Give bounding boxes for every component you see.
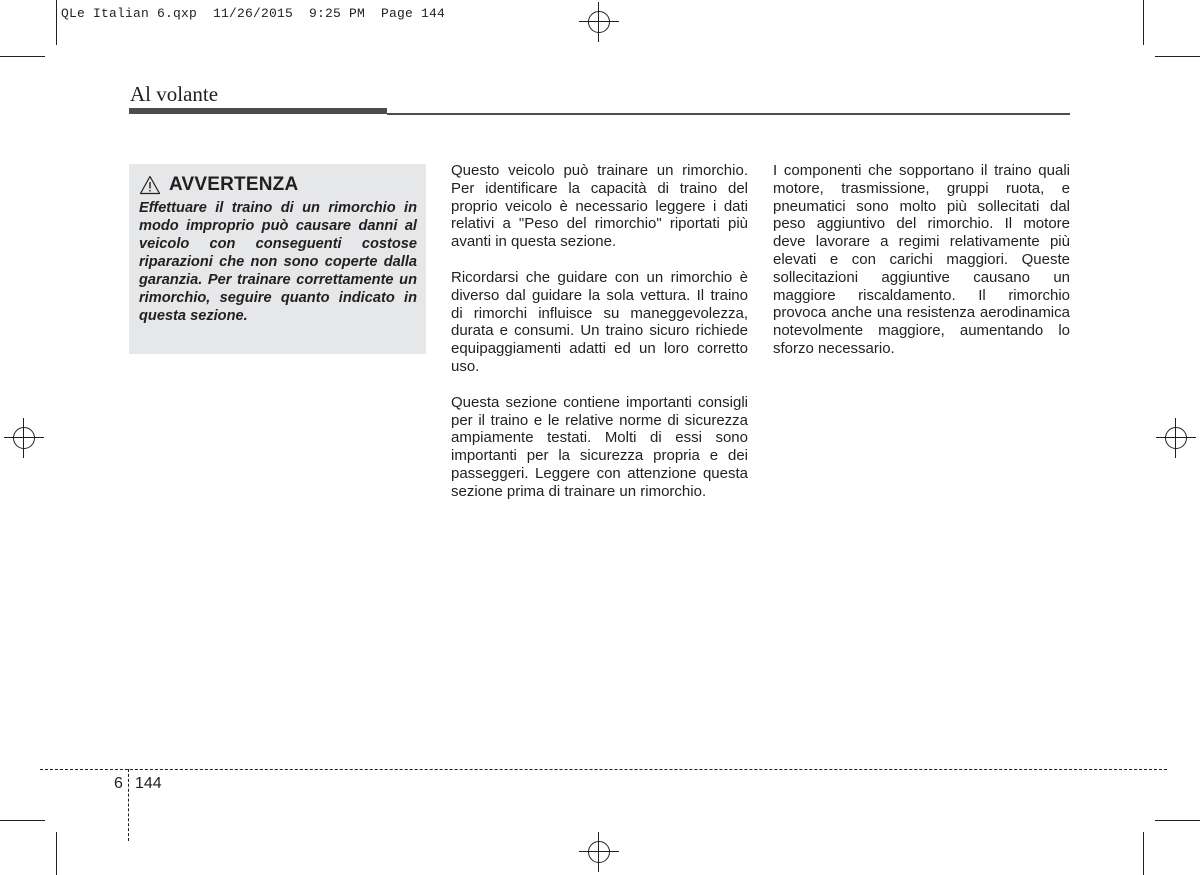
crop-mark	[1143, 832, 1144, 875]
header-rule-thin	[387, 113, 1070, 115]
crop-mark	[56, 0, 57, 45]
registration-mark-top	[579, 2, 619, 42]
footer-dashed-rule	[40, 769, 1167, 770]
crop-mark	[0, 56, 45, 57]
warning-text: Effettuare il traino di un rimorchio in modo improprio può causare danni al veicolo con conseguenti costose riparazioni che non sono coperte dalla garanzia. Per trainare correttamente un rimorchio, seguire quanto indicato in questa sezione.	[139, 200, 417, 324]
paragraph: I componenti che sopportano il traino quali motore, trasmissione, gruppi ruota, e pneumatici sono molto più sollecitati dal peso aggiuntivo del rimorchio. Il motore deve lavorare a regimi relativamente più elevati e con carichi maggiori. Queste sollecitazioni aggiuntive causano un maggiore riscaldamento. Il rimorchio provoca anche una resistenza aerodinamica notevolmente maggiore, aumentando lo sforzo necessario.	[773, 162, 1070, 357]
warning-box	[129, 164, 426, 354]
warning-triangle-icon	[139, 175, 161, 195]
crop-mark	[56, 832, 57, 875]
paragraph: Ricordarsi che guidare con un rimorchio è diverso dal guidare la sola vettura. Il traino di rimorchi influisce su maneggevolezza, durata e consumi. Un traino sicuro richiede equipaggiamenti adatti ed un loro corretto uso.	[451, 268, 748, 375]
warning-heading	[139, 174, 417, 196]
warning-title: AVVERTENZA	[169, 174, 299, 195]
paragraph: Questo veicolo può trainare un rimorchio. Per identificare la capacità di traino del proprio veicolo è necessario leggere i dati relativi a "Peso del rimorchio" riportati più avanti in questa sezione.	[451, 162, 748, 251]
registration-mark-left	[4, 418, 44, 458]
header-rule-thick	[129, 108, 387, 114]
registration-mark-bottom	[579, 832, 619, 872]
chapter-number: 6	[114, 775, 123, 792]
registration-mark-right	[1156, 418, 1196, 458]
text-column-middle	[451, 162, 748, 519]
footer-dashed-divider	[128, 769, 129, 841]
paragraph: Questa sezione contiene importanti consigli per il traino e le relative norme di sicurezza ampiamente testati. Molti di essi sono importanti per la sicurezza propria e dei passeggeri. Leggere con attenzione questa sezione prima di trainare un rimorchio.	[451, 393, 748, 500]
crop-mark	[1155, 820, 1200, 821]
text-column-right	[773, 162, 1070, 376]
print-slug-line: QLe Italian 6.qxp 11/26/2015 9:25 PM Page 144	[61, 6, 446, 21]
page-number: 144	[135, 775, 162, 792]
crop-mark	[1143, 0, 1144, 45]
crop-mark	[1155, 56, 1200, 57]
section-header-title: Al volante	[130, 82, 219, 106]
crop-mark	[0, 820, 45, 821]
